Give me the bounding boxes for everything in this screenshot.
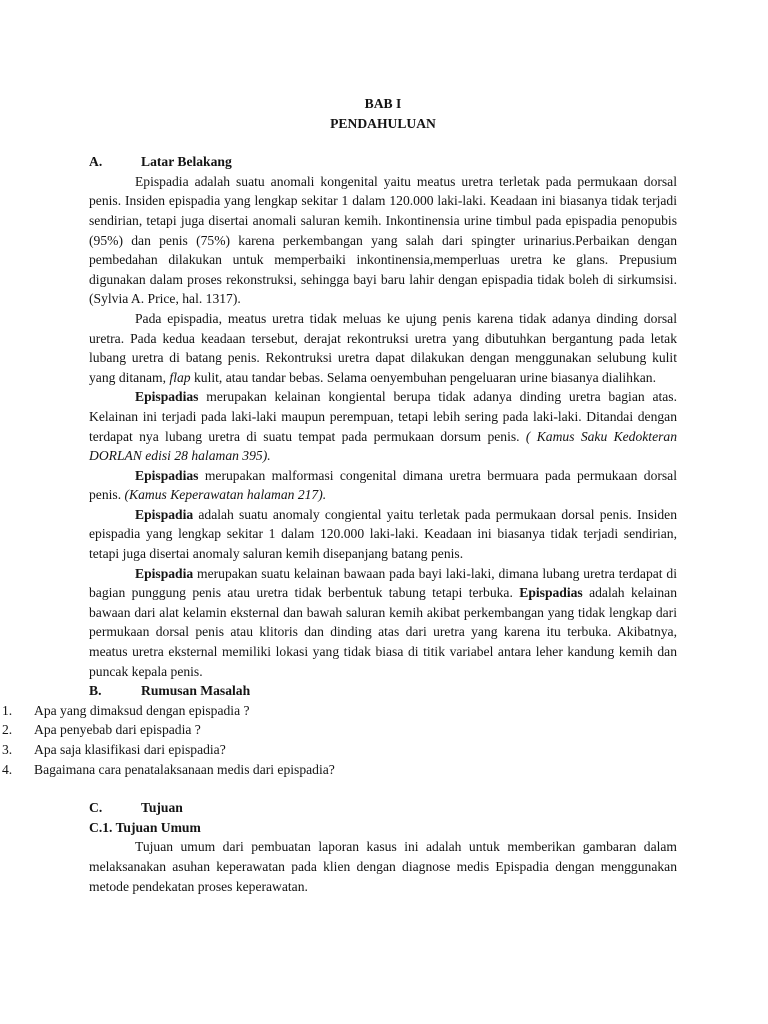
paragraph-5-text: adalah suatu anomaly congiental yaitu terletak pada permukaan dorsal penis. Insiden epispadia yang lengkap sekitar 1 dalam 120.000 laki-laki. Keadaan ini biasanya tidak terjadi sendirian, tetapi juga disertai anomaly saluran kemih disepanjang batang penis. [89,506,677,562]
paragraph-3-citation: ( Kamus Saku Kedokteran DORLAN edisi 28 halaman 395). [89,428,677,464]
list-item-text: Bagaimana cara penatalaksanaan medis dari epispadia? [34,761,335,777]
paragraph-3-text: merupakan kelainan kongiental berupa tidak adanya dinding uretra bagian atas. Kelainan ini terjadi pada laki-laki maupun perempuan, tetapi lebih sering pada laki-laki. Ditandai dengan terdapat nya lubang uretra di suatu tempat pada permukaan dorsum penis. [89,389,677,444]
paragraph-4-text: merupakan malformasi congenital dimana uretra bermuara pada permukaan dorsal penis. [89,467,677,503]
paragraph-6-text-2: adalah kelainan bawaan dari alat kelamin eksternal dan bawah saluran kemih akibat perkembangan yang tidak lengkap dari permukaan dorsal penis atau klitoris dan dinding atas dari uretra yang karena itu terbuka. Akibatnya, meatus uretra eksternal memiliki lokasi yang tidak biasa di titik variabel antara leher kandung kemih dan puncak kepala penis. [89,585,677,679]
paragraph-6-term-1: Epispadia [135,565,194,581]
chapter-title: PENDAHULUAN [330,115,436,131]
paragraph-5-term: Epispadia [135,506,194,522]
list-item [2,760,590,780]
section-a-heading [89,152,677,172]
problem-list [2,701,590,779]
paragraph-5 [89,505,677,564]
paragraph-2-italic: flap [169,369,191,385]
paragraph-4-term: Epispadias [135,467,199,483]
list-item-text: Apa yang dimaksud dengan epispadia ? [34,702,250,718]
section-b-title: Rumusan Masalah [141,683,251,699]
list-item-number: 1. [2,702,13,718]
section-c-number: C. [89,800,103,816]
section-b-heading [89,681,677,701]
chapter-number: BAB I [364,96,402,111]
paragraph-7: Tujuan umum dari pembuatan laporan kasus ini adalah untuk memberikan gambaran dalam melaksanakan asuhan keperawatan pada klien dengan diagnose medis Epispadia dengan menggunakan metode pendekatan proses keperawatan. [89,839,677,894]
paragraph-2-text-a: Pada epispadia, meatus uretra tidak meluas ke ujung penis karena tidak adanya dinding dorsal uretra. Pada kedua keadaan tersebut, derajat rekontruksi uretra yang dibutuhkan bergantung pada letak lubang uretra di batang penis. Rekontruksi uretra dapat dilakukan dengan menggunakan selubung kulit yang ditanam, [89,310,677,385]
paragraph-2 [89,309,677,387]
paragraph-4 [89,466,677,505]
section-c-heading [89,798,677,818]
section-b-number: B. [89,683,102,699]
paragraph-3 [89,387,677,465]
list-item-number: 2. [2,722,13,738]
spacer [89,779,677,798]
section-a-number: A. [89,154,103,170]
list-item [2,701,590,721]
paragraph-6-text-1: merupakan suatu kelainan bawaan pada bayi laki-laki, dimana lubang uretra terdapat di bagian punggung penis atau uretra tidak berbentuk tabung tetapi terbuka. [89,565,677,601]
list-item-number: 4. [2,761,13,777]
paragraph-3-term: Epispadias [135,389,199,405]
subsection-c1-heading: C.1. Tujuan Umum [89,819,201,835]
list-item [2,720,590,740]
list-item-number: 3. [2,742,13,757]
paragraph-6-term-2: Epispadias [519,585,583,601]
paragraph-2-text-b: kulit, atau tandar bebas. Selama oenyembuhan pengeluaran urine biasanya dialihkan. [190,369,656,385]
section-a-title: Latar Belakang [141,154,232,170]
paragraph-1: Epispadia adalah suatu anomali kongenital yaitu meatus uretra terletak pada permukaan dorsal penis. Insiden epispadia yang lengkap sekitar 1 dalam 120.000 laki-laki. Keadaan ini biasanya tidak terjadi sendirian, tetapi juga disertai anomali saluran kemih. Inkontinensia urine timbul pada epispadia penopubis (95%) dan penis (75%) karena perkembangan yang salah dari spingter urinarius.Perbaikan dengan pembedahan dilakukan untuk memperbaiki inkontinensia,memperluas uretra ke glans. Prepusium digunakan dalam proses rekonstruksi, sehingga bayi baru lahir dengan epispadia tidak boleh di sirkumsisi. (Sylvia A. Price, hal. 1317). [89,173,677,307]
section-c-title: Tujuan [141,800,183,816]
paragraph-4-citation: (Kamus Keperawatan halaman 217). [124,487,327,503]
list-item-text: Apa penyebab dari epispadia ? [34,722,201,738]
list-item [2,740,590,760]
list-item-text: Apa saja klasifikasi dari epispadia? [34,742,226,757]
paragraph-6 [89,564,677,682]
